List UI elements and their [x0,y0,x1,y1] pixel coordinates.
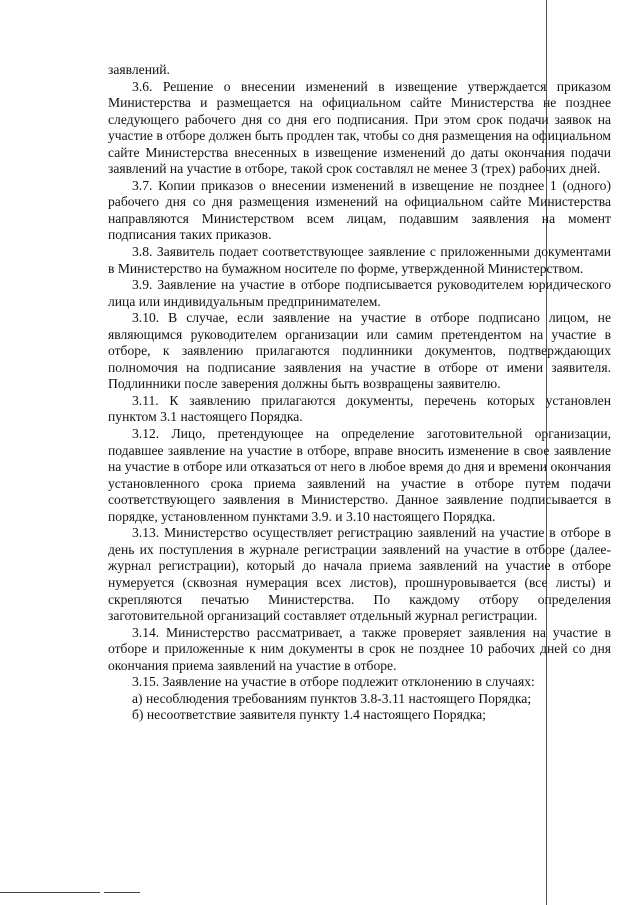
document-body [108,62,611,724]
paragraph-3-7: 3.7. Копии приказов о внесении изменений в извещение не позднее 1 (одного) рабочего дня со дня размещения изменений на официальном сайте Министерства направляются Министерством всем лицам, подавшим заявления на момент подписания таких приказов. [108,177,611,243]
paragraph-3-9: 3.9. Заявление на участие в отборе подписывается руководителем юридического лица или индивидуальным предпринимателем. [108,277,611,309]
list-item-a: а) несоблюдения требованиям пунктов 3.8-3.11 настоящего Порядка; [132,690,532,706]
paragraph-3-12: 3.12. Лицо, претендующее на определение заготовительной организации, подавшее заявление на участие в отборе, вправе вносить изменение в свое заявление на участие в отборе или отказаться от него в любое время до дня и времени окончания установленного срока приема заявлений на участие в отборе путем подачи соответствующего заявления в Министерство. Данное заявление подписывается в порядке, установленном пунктами 3.9. и 3.10 настоящего Порядка. [108,426,611,524]
paragraph-3-13: 3.13. Министерство осуществляет регистрацию заявлений на участие в отборе в день их поступления в журнале регистрации заявлений на участие в отборе (далее-журнал регистрации), который до начала приема заявлений на участие в отборе нумеруется (сквозная нумерация всех листов), прошнуровывается (все листы) и скрепляются печатью Министерства. По каждому отбору определения заготовительной организаций составляет отдельный журнал регистрации. [108,525,611,624]
list-item-b: б) несоответствие заявителя пункту 1.4 настоящего Порядка; [132,707,486,723]
footer-divider-segment [104,892,140,893]
footer-divider [0,892,100,893]
paragraph-3-15: 3.15. Заявление на участие в отборе подлежит отклонению в случаях: [132,674,535,690]
paragraph-3-10: 3.10. В случае, если заявление на участие в отборе подписано лицом, не являющимся руководителем организации или самим претендентом на участие в отборе, к заявлению прилагаются подлинники документов, подтверждающих полномочия на подписание заявления на участие в отборе от имени заявителя. Подлинники после заверения должны быть возвращены заявителю. [108,310,611,392]
lead-text: заявлений. [108,62,170,77]
paragraph-3-11: 3.11. К заявлению прилагаются документы, перечень которых установлен пунктом 3.1 настоящего Порядка. [108,392,611,425]
paragraph-3-8: 3.8. Заявитель подает соответствующее заявление с приложенными документами в Министерство на бумажном носителе по форме, утвержденной Министерством. [108,244,611,276]
paragraph-3-6: 3.6. Решение о внесении изменений в извещение утверждается приказом Министерства и размещается на официальном сайте Министерства не позднее следующего рабочего дня со дня его подписания. При этом срок подачи заявок на участие в отборе должен быть продлен так, чтобы со дня размещения на официальном сайте Министерства внесенных в извещение изменений до даты окончания подачи заявлений на участие в отборе, такой срок составлял не менее 3 (трех) рабочих дней. [108,78,611,177]
paragraph-3-14: 3.14. Министерство рассматривает, а также проверяет заявления на участие в отборе и приложенные к ним документы в срок не позднее 10 рабочих дней со дня окончания приема заявлений на участие в отборе. [108,624,611,673]
